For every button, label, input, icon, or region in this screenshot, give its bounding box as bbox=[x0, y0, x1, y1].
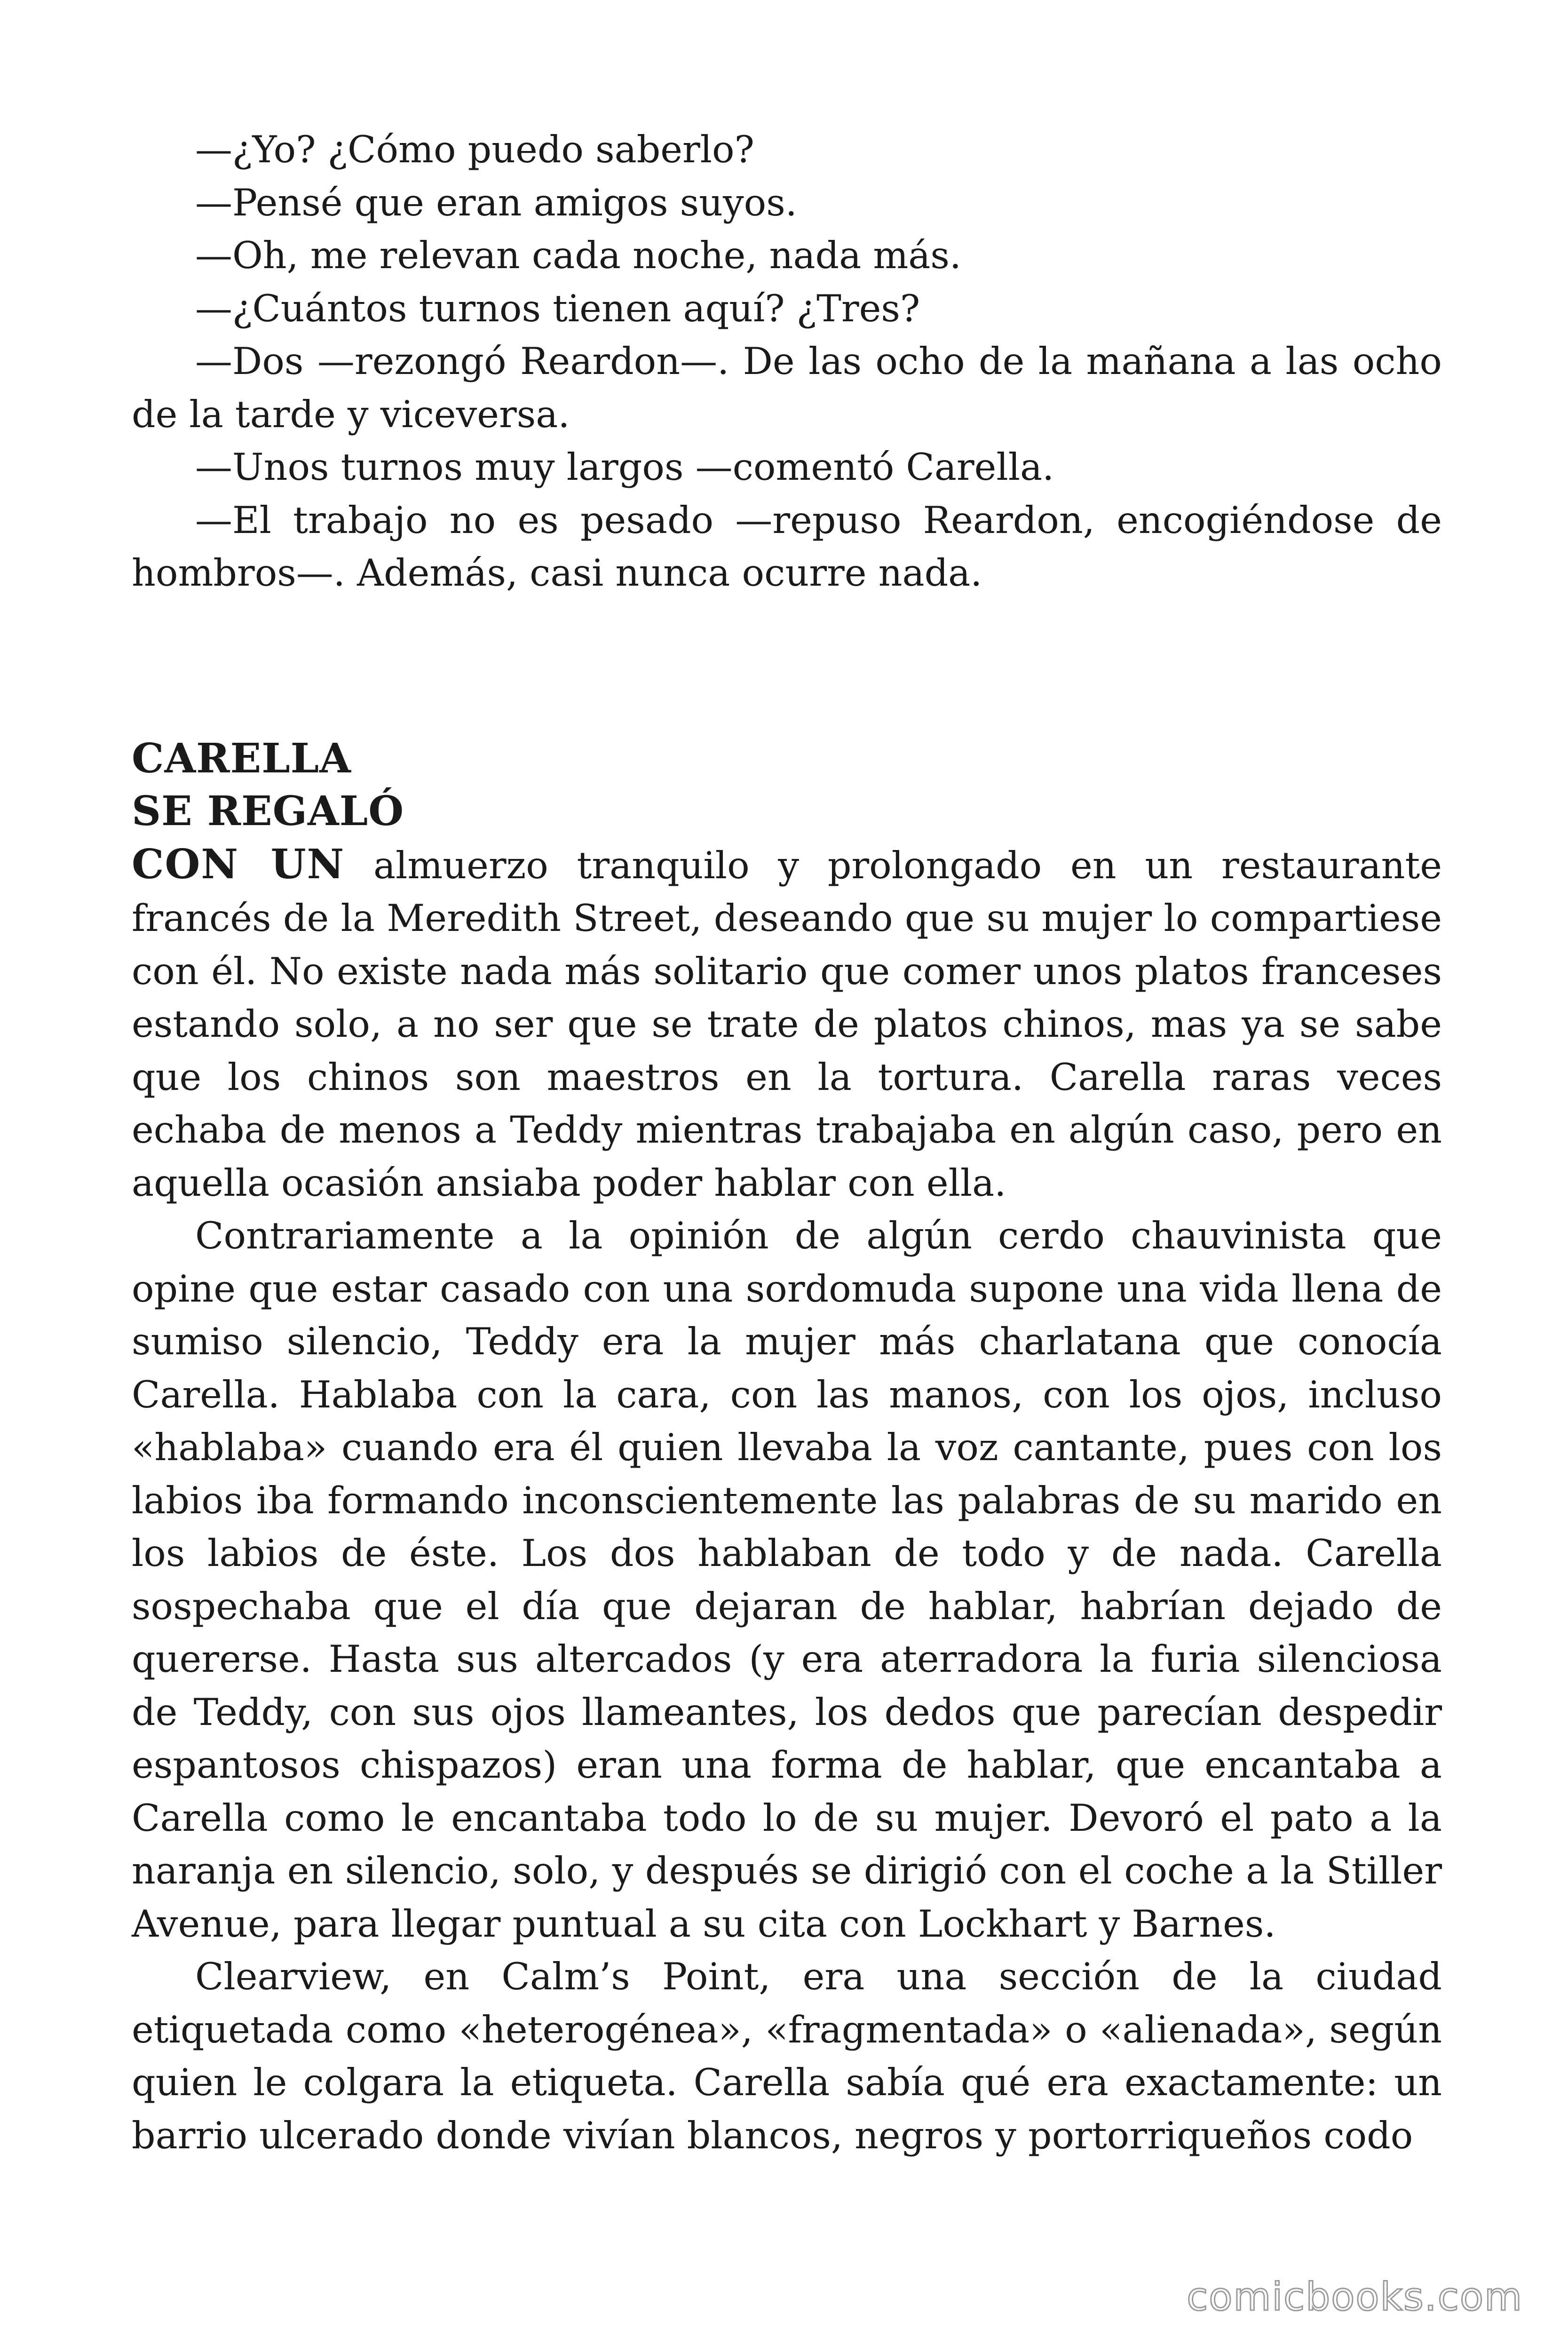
dialogue-line: —Dos —rezongó Reardon—. De las ocho de la mañana a las ocho de la tarde y viceversa. bbox=[132, 340, 1442, 436]
dialogue-line: —El trabajo no es pesado —repuso Reardon, encogiéndose de hombros—. Además, casi nunca ocurre nada. bbox=[132, 498, 1442, 595]
section-first-paragraph bbox=[132, 838, 1442, 1210]
section bbox=[132, 732, 1442, 2162]
dialogue-block bbox=[132, 123, 1442, 600]
watermark: comicbooks.com bbox=[1187, 2275, 1523, 2320]
lead-caps: CON UN bbox=[132, 840, 345, 888]
paragraph: Clearview, en Calm’s Point, era una sección de la ciudad etiquetada como «heterogénea», «fragmentada» o «alienada», según quien le colgara la etiqueta. Carella sabía qué era exactamente: un barrio ulcerado donde vivían blancos, negros y portorriqueños codo bbox=[132, 1955, 1442, 2157]
paragraph: Contrariamente a la opinión de algún cerdo chauvinista que opine que estar casado con una sordomuda supone una vida llena de sumiso silencio, Teddy era la mujer más charlatana que conocía Carella. Hablaba con la cara, con las manos, con los ojos, incluso «hablaba» cuando era él quien llevaba la voz cantante, pues con los labios iba formando inconscientemente las palabras de su marido en los labios de éste. Los dos hablaban de todo y de nada. Carella sospechaba que el día que dejaran de hablar, habrían dejado de quererse. Hasta sus altercados (y era aterradora la furia silenciosa de Teddy, con sus ojos llameantes, los dedos que parecían despedir espantosos chispazos) eran una forma de hablar, que encantaba a Carella como le encantaba todo lo de su mujer. Devoró el pato a la naranja en silencio, solo, y después se dirigió con el coche a la Stiller Avenue, para llegar puntual a su cita con Lockhart y Barnes. bbox=[132, 1214, 1442, 1946]
section-heading-line: CARELLA bbox=[132, 734, 351, 782]
dialogue-line: —Oh, me relevan cada noche, nada más. bbox=[195, 234, 961, 277]
page-body bbox=[132, 123, 1442, 2162]
dialogue-line: —¿Yo? ¿Cómo puedo saberlo? bbox=[195, 128, 754, 171]
dialogue-line: —Unos turnos muy largos —comentó Carella. bbox=[195, 445, 1054, 489]
dialogue-line: —Pensé que eran amigos suyos. bbox=[195, 181, 797, 224]
section-break bbox=[132, 600, 1442, 732]
section-heading-line: SE REGALÓ bbox=[132, 787, 404, 835]
dialogue-line: —¿Cuántos turnos tienen aquí? ¿Tres? bbox=[195, 286, 920, 330]
first-paragraph-text: almuerzo tranquilo y prolongado en un restaurante francés de la Meredith Street, deseando que su mujer lo compartiese con él. No existe nada más solitario que comer unos platos franceses estando solo, a no ser que se trate de platos chinos, mas ya se sabe que los chinos son maestros en la tortura. Carella raras veces echaba de menos a Teddy mientras trabajaba en algún caso, pero en aquella ocasión ansiaba poder hablar con ella. bbox=[132, 843, 1442, 1205]
